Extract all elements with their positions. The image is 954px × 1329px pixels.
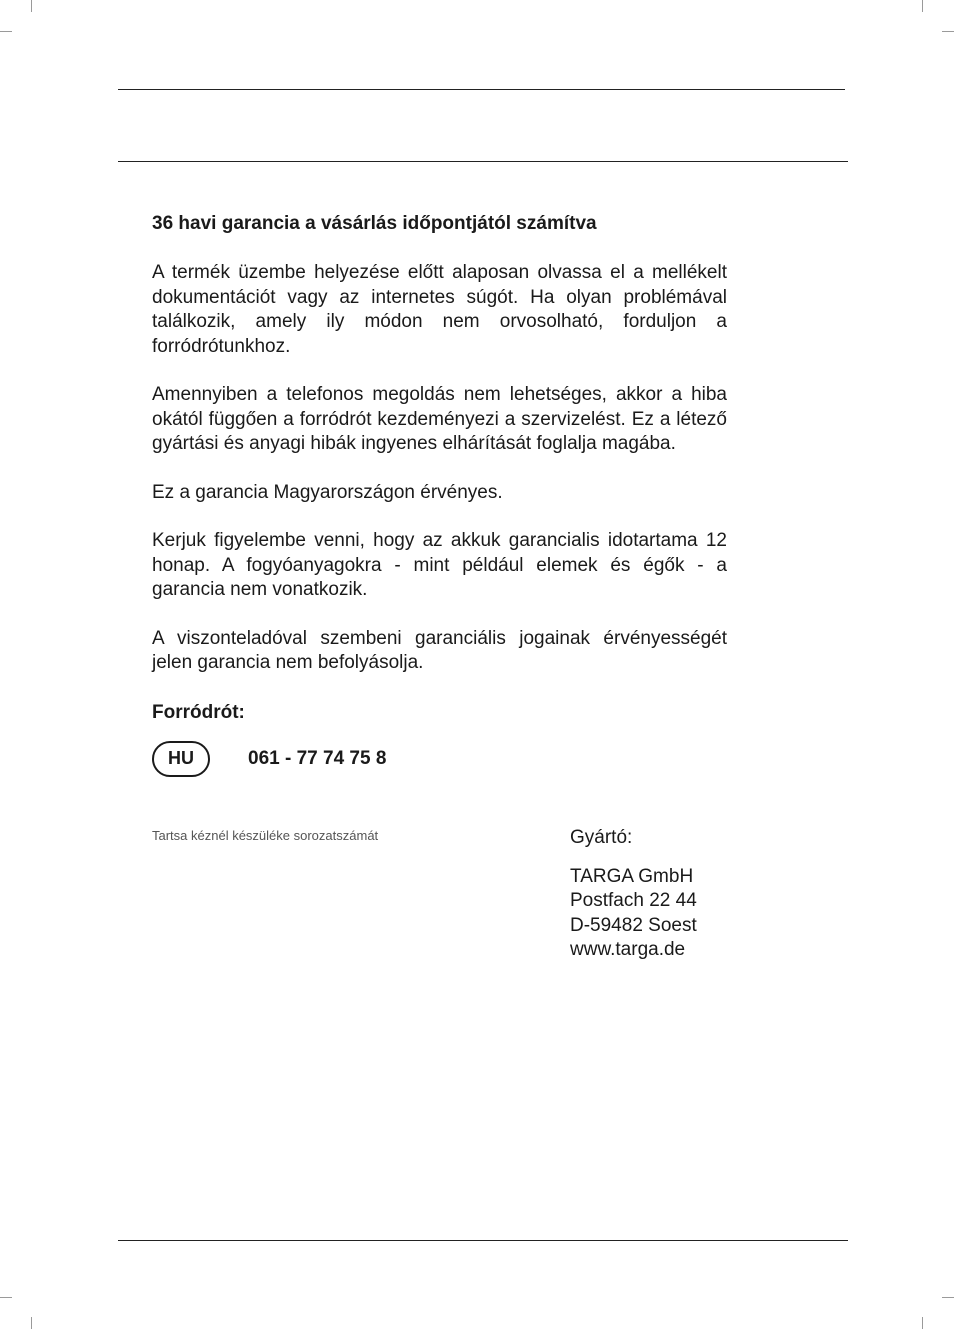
manufacturer-name: TARGA GmbH xyxy=(570,865,694,887)
manufacturer-label: Gyártó: xyxy=(570,827,633,848)
crop-mark-bottom-left-h xyxy=(0,1297,12,1298)
crop-mark-top-left-v xyxy=(31,0,32,12)
hotline-phone-number: 061 - 77 74 75 8 xyxy=(248,747,387,769)
hotline-row xyxy=(152,739,727,779)
manufacturer-street: Postfach 22 44 xyxy=(570,890,697,911)
warranty-paragraph-5: A viszonteladóval szembeni garanciális jogainak érvényességét jelen garancia nem befolyásolja. xyxy=(152,627,727,673)
crop-mark-top-right-v xyxy=(922,0,923,12)
crop-mark-bottom-right-h xyxy=(942,1297,954,1298)
footer-rule xyxy=(118,1240,848,1241)
crop-mark-top-right-h xyxy=(942,31,954,32)
country-code-badge: HU xyxy=(152,741,210,777)
manufacturer-block xyxy=(570,826,697,963)
manufacturer-website: www.targa.de xyxy=(570,939,686,960)
warranty-section xyxy=(152,212,727,779)
serial-number-note: Tartsa kéznél készüléke sorozatszámát xyxy=(152,828,379,843)
crop-mark-bottom-right-v xyxy=(922,1317,923,1329)
warranty-paragraph-2: Amennyiben a telefonos megoldás nem lehetséges, akkor a hiba okától függően a forródrót kezdeményezi a szervizelést. Ez a létező gyártási és anyagi hibák ingyenes elhárítását foglalja magába. xyxy=(152,384,727,454)
header-rule-top xyxy=(118,89,845,90)
warranty-paragraph-3: Ez a garancia Magyarországon érvényes. xyxy=(152,481,503,503)
warranty-heading: 36 havi garancia a vásárlás időpontjától számítva xyxy=(152,213,597,234)
manufacturer-city: D-59482 Soest xyxy=(570,914,697,936)
warranty-paragraph-4: Kerjuk figyelembe venni, hogy az akkuk garancialis idotartama 12 honap. A fogyóanyagokra - mint például elemek és égők - a garancia nem vonatkozik. xyxy=(152,530,727,600)
crop-mark-bottom-left-v xyxy=(31,1317,32,1329)
hotline-title: Forródrót: xyxy=(152,701,245,723)
crop-mark-top-left-h xyxy=(0,31,12,32)
header-rule-bottom xyxy=(118,161,848,162)
warranty-paragraph-1: A termék üzembe helyezése előtt alaposan olvassa el a mellékelt dokumentációt vagy az internetes súgót. Ha olyan problémával találkozik, amely ily módon nem orvosolható, forduljon a forródrótunkhoz. xyxy=(152,262,727,357)
